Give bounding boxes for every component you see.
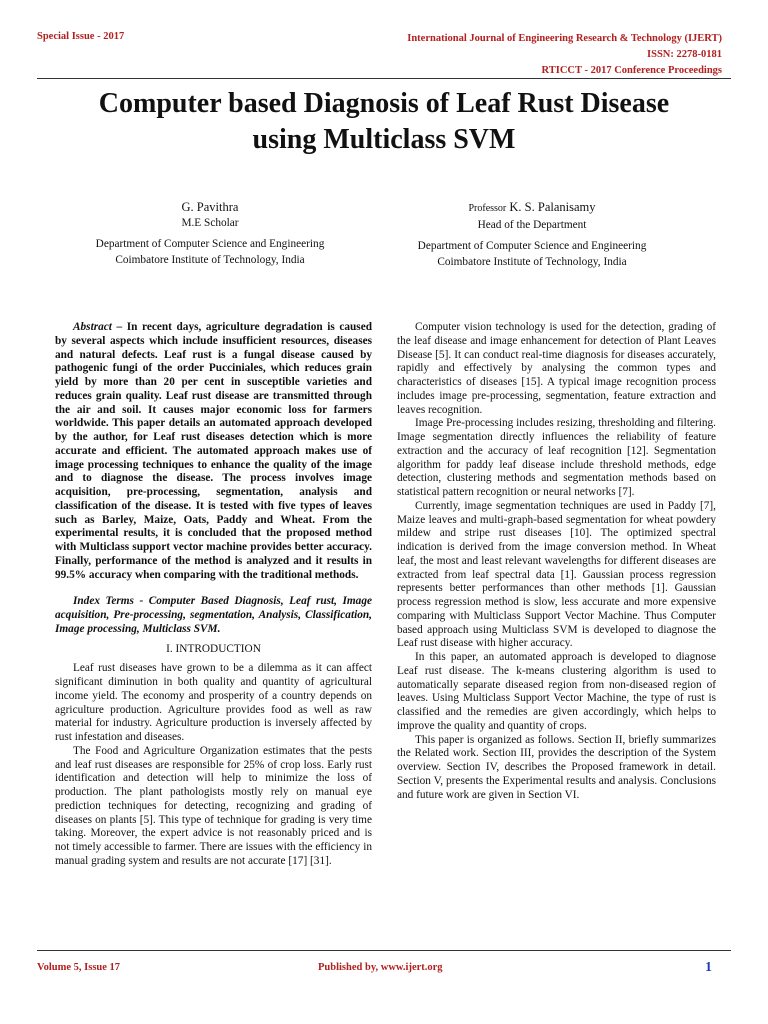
body-paragraph: Image Pre-processing includes resizing, thresholding and filtering. Image segmentation directly influences the reliability of feature extraction and the accuracy of leaf recognition [12]. Segmentation algorithm for paddy leaf disease include threshold methods, edge detection, clustering methods and segmentation methods based on statistical pattern recognition or neural networks [7]. (397, 417, 716, 498)
index-terms-text: - Computer Based Diagnosis, Leaf rust, Image acquisition, Pre-processing, segmentation, Analysis, Classification, Image processing, Multiclass SVM. (55, 595, 372, 635)
body-paragraph: Currently, image segmentation techniques are used in Paddy [7], Maize leaves and multi-graph-based segmentation for wheat powdery mildew and stripe rust diseases [10]. The optimized spectral indication is derived from the image conversion method. In Wheat leaf, the most and least relevant wavelengths for different diseases are extracted from leaf spectral data [1]. Gaussian process regression represents better performances than other methods [1]. Gaussian process regression method is slow, less accurate and more expensive comparing with Multiclass Support Vector Machine. Thus Computer based approach using Multiclass SVM is developed to diagnose the Leaf rust disease with higher accuracy. (397, 499, 716, 650)
paper-title-line-2: using Multiclass SVM (252, 124, 516, 155)
author-name-text: K. S. Palanisamy (509, 200, 596, 214)
author-institution: Coimbatore Institute of Technology, India (115, 254, 305, 266)
header-journal-block (407, 31, 722, 79)
author-block-2 (382, 199, 682, 270)
author-department: Department of Computer Science and Engineering (417, 240, 647, 252)
author-department: Department of Computer Science and Engineering (95, 238, 325, 250)
index-terms-label: Index Terms (73, 595, 134, 608)
body-paragraph: The Food and Agriculture Organization estimates that the pests and leaf rust diseases are responsible for 25% of crop loss. Early rust identification and detection will help to minimize the loss of production. The plant pathologists mostly rely on manual eye prediction techniques for detecting, recognizing and grading of diseases on plants [5]. This type of technique for grading is very time taking. Moreover, the expert advice is not reasonably priced and is not timely accessible to farmer. There are issues with the efficiency in manual grading system and results are not accurate [17] [31]. (55, 744, 372, 867)
author-name: G. Pavithra (181, 200, 239, 214)
header-proceedings: RTICCT - 2017 Conference Proceedings (541, 65, 722, 76)
paper-title-line-1: Computer based Diagnosis of Leaf Rust Disease (98, 88, 670, 119)
body-paragraph: In this paper, an automated approach is developed to diagnose Leaf rust disease. The k-means clustering algorithm is used to automatically separate diseased region from non-diseased region of leaves. Using Multiclass Support Vector Machine, the type of rust is classified and the remedies are given accordingly, which helps to improve the quality and quantity of crops. (397, 651, 716, 732)
body-paragraph: Computer vision technology is used for the detection, grading of the leaf disease and image enhancement for detection of Plant Leaves Disease [5]. It can conduct real-time diagnosis for diseases accurately, rapidly and effectively by analysing the common types and characteristics of diseases [15]. A typical image recognition process includes image pre-processing, segmentation, feature extraction and leaves recognition. (397, 321, 716, 416)
header-rule (37, 78, 731, 79)
page-number: 1 (705, 960, 712, 975)
body-paragraph: This paper is organized as follows. Section II, briefly summarizes the Related work. Section III, provides the description of the System overview. Section IV, describes the Proposed framework in detail. Section V, presents the Experimental results and analysis. Conclusions and future work are given in Section VI. (397, 733, 716, 801)
section-heading-introduction: I. INTRODUCTION (166, 642, 261, 655)
header-journal-name: International Journal of Engineering Research & Technology (IJERT) (407, 33, 722, 44)
paper-title (37, 86, 731, 158)
body-paragraph: Leaf rust diseases have grown to be a dilemma as it can affect significant diminution in both quality and quantity of agricultural income yield. The economy and prosperity of a country depends on agriculture production. Agriculture provides food as well as raw material for industry. Agriculture production is inversely affected by rust infestation and diseases. (55, 662, 372, 743)
header-special-issue: Special Issue - 2017 (37, 31, 125, 42)
abstract-text: In recent days, agriculture degradation is caused by several aspects which include insufficient resources, diseases and natural defects. Leaf rust is a fungal disease caused by pathogenic fungi of the order Pucciniales, which reduces grain yield by more than 20 per cent in susceptible varieties and reduces grain quality. Leaf rust disease are transmitted through the air and soil. It causes major economic loss for farmers worldwide. This paper details an automated approach developed by the author, for Leaf rust diseases detection which is more accurate and efficient. The automated approach makes use of image processing techniques to enhance the quality of the image and to diagnose the disease. The process involves image acquisition, pre-processing, segmentation, analysis and classification of the disease. It is tested with five types of leaves such as Barley, Maize, Oats, Paddy and Wheat. From the experimental results, it is concluded that the proposed method with Multiclass support vector machine provides better accuracy. Finally, performance of the method is analyzed and it results in 99.5% accuracy when comparing with the traditional methods. (55, 321, 373, 581)
author-name (382, 199, 682, 217)
footer-volume: Volume 5, Issue 17 (37, 962, 121, 973)
right-column (397, 321, 716, 802)
author-role: Head of the Department (477, 219, 587, 231)
author-block-1 (60, 199, 360, 268)
abstract-label: Abstract (73, 321, 112, 333)
abstract (55, 321, 372, 582)
abstract-dash: – (111, 321, 127, 333)
footer-publisher: Published by, www.ijert.org (318, 962, 443, 973)
left-column (55, 321, 372, 869)
footer-rule (37, 950, 731, 951)
header-issn: ISSN: 2278-0181 (647, 49, 722, 60)
author-role: M.E Scholar (181, 217, 239, 229)
author-title-prefix: Professor (468, 203, 507, 214)
author-institution: Coimbatore Institute of Technology, India (437, 256, 627, 268)
index-terms (55, 595, 372, 636)
